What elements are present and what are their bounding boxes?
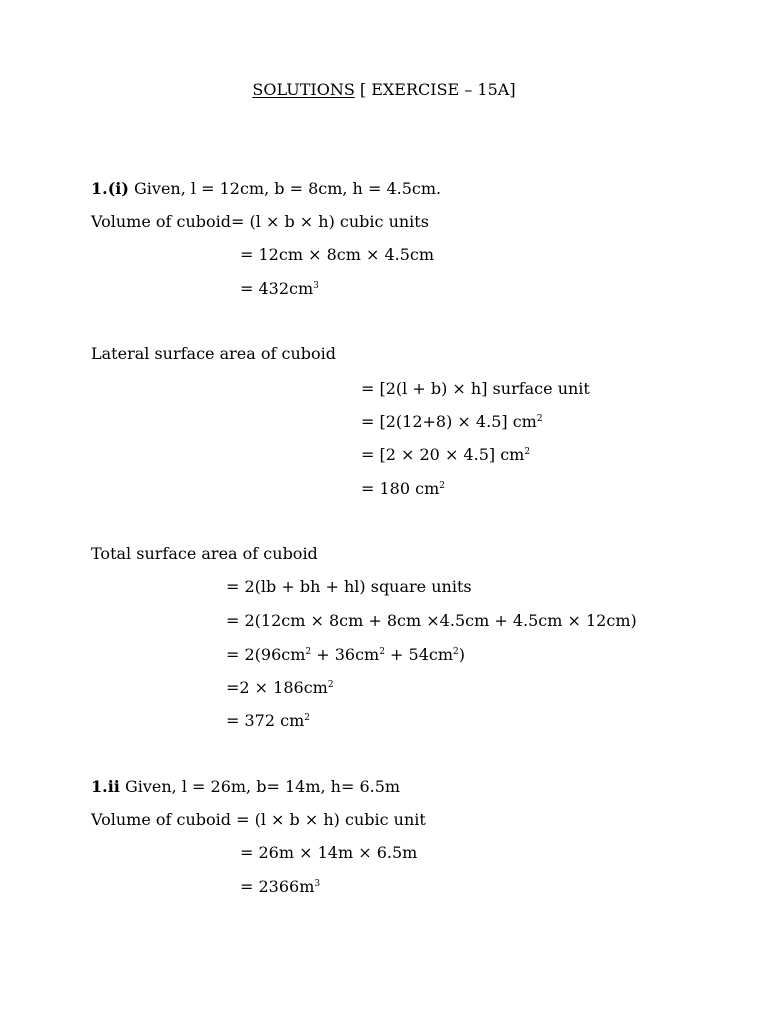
q1i-tsa-step1: = 2(lb + bh + hl) square units (226, 577, 472, 596)
q1i-tsa-step4: $=2 \times 186cm^2$ (226, 678, 334, 697)
q1i-tsa-step3: = $2(96cm^2 + 36cm^2 + 54cm^2)$ (226, 645, 466, 664)
q1i-lsa-heading: Lateral surface area of cuboid (91, 344, 337, 363)
q1i-lsa-step2: = [2(12+8) × 4.5] $cm^2$ (361, 412, 543, 431)
q1i-volume-step2: = $432cm^3$ (240, 279, 319, 298)
q1i-lsa-step3: = [2 × 20 × 4.5] $cm^2$ (361, 445, 531, 464)
q1i-lsa-step1: = [2(l + b) × h] surface unit (361, 379, 590, 398)
q1i-label: 1.(i) (91, 179, 129, 198)
q1ii-volume-step1: = 26m × 14m × 6.5m (240, 843, 418, 862)
q1i-given: Given, l = 12cm, b = 8cm, h = 4.5cm. (128, 179, 442, 198)
q1ii-volume-step2: = $2366m^3$ (240, 877, 321, 896)
title-underlined: SOLUTIONS (252, 80, 355, 99)
q1ii-volume-heading: Volume of cuboid = (l × b × h) cubic unit (91, 810, 426, 829)
q1ii-given-line (91, 779, 400, 795)
q1i-lsa-step4: = 180 $cm^2$ (361, 479, 445, 498)
q1i-volume-step1: = 12cm × 8cm × 4.5cm (240, 245, 435, 264)
q1i-tsa-step5: = 372 $cm^2$ (226, 711, 310, 730)
q1i-tsa-heading: Total surface area of cuboid (91, 544, 318, 563)
q1i-tsa-step2: = 2(12cm × 8cm + 8cm ×4.5cm + 4.5cm × 12cm) (226, 611, 637, 630)
q1i-volume-heading: Volume of cuboid= (l × b × h) cubic units (91, 212, 429, 231)
q1i-given-line (91, 181, 441, 197)
page-title (0, 82, 768, 98)
q1ii-label: 1.ii (91, 777, 120, 796)
title-exercise: [ EXERCISE – 15A] (354, 80, 516, 99)
q1ii-given: Given, l = 26m, b= 14m, h= 6.5m (119, 777, 401, 796)
